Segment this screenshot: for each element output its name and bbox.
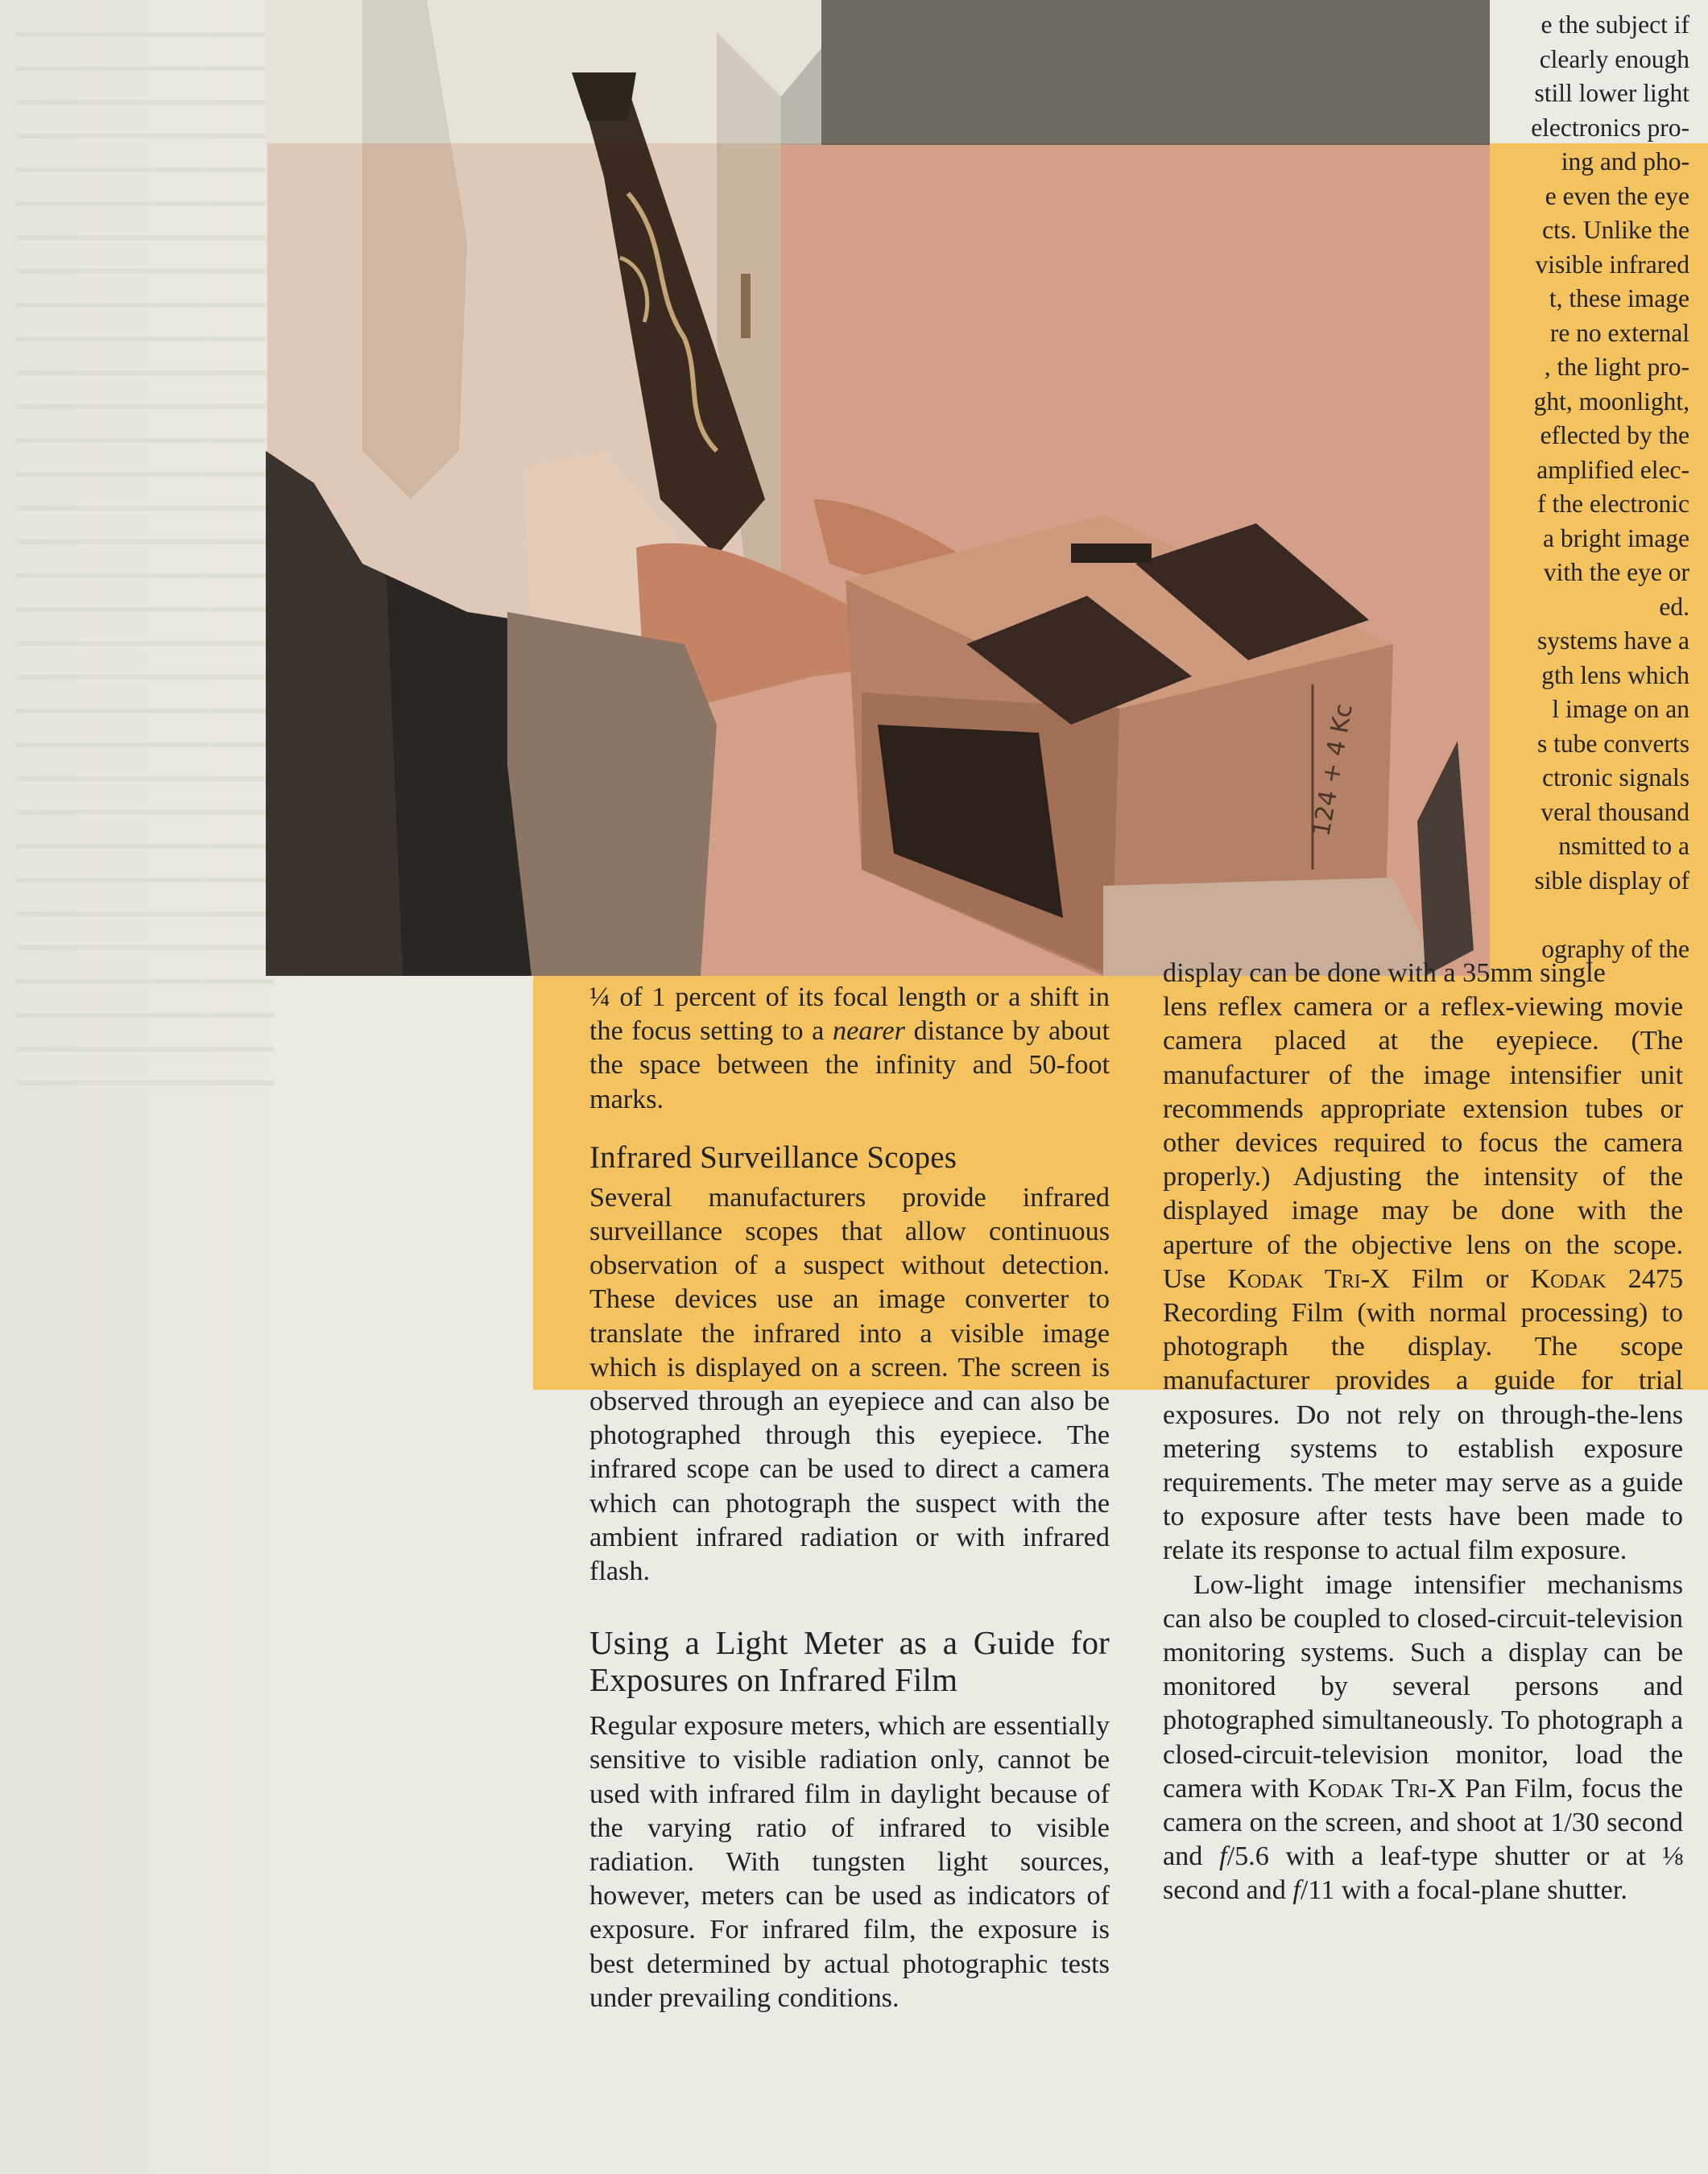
photo-illustration (266, 0, 1490, 976)
fragment-line: ed. (1659, 592, 1689, 621)
fragment-line: veral thousand (1541, 797, 1689, 826)
fragment-line: systems have a (1537, 626, 1689, 655)
fragment-line: ctronic signals (1542, 763, 1689, 791)
left-text-column (589, 981, 1110, 2015)
fragment-line: re no external (1549, 318, 1689, 347)
photograph-men-fingerprinting-box (266, 0, 1490, 976)
crate-inscription: 124 + 4 Kc (1307, 701, 1359, 839)
fragment-line: amplified elec- (1536, 455, 1689, 484)
paragraph-closed-circuit-tv: Low-light image intensifier mechanisms can also be coupled to closed-circuit-television monitoring systems. Such a display can be monitored by several persons and photographed simultaneously. To photograph a closed-circuit-television monitor, load the camera with Kodak Tri-X Pan Film, focus the camera on the screen, and shoot at 1/30 second and f/5.6 with a leaf-type shutter or at ⅛ second and f/11 with a focal-plane shutter. (1163, 1569, 1684, 1906)
fragment-line (1480, 898, 1689, 932)
fragment-line: gth lens which (1541, 660, 1689, 689)
ghost-text-lines (16, 32, 274, 1114)
paragraph-image-intensifier-photography: lens reflex camera or a reflex-viewing movie camera placed at the eyepiece. (The manufacturer of the image intensifier unit recommends appropriate extension tubes or other devices required to focus the camera properly.) Adjusting the intensity of the displayed image may be done with the aperture of the objective lens on the scope. Use Kodak Tri-X Film or Kodak 2475 Recording Film (with normal processing) to photograph the display. The scope manufacturer provides a guide for trial exposures. Do not rely on through-the-lens metering systems to establish exposure requirements. The meter may serve as a guide to exposure after tests have been made to relate its response to actual film exposure. (1163, 992, 1684, 1566)
heading-infrared-surveillance: Infrared Surveillance Scopes (589, 1139, 957, 1175)
fragment-line: nsmitted to a (1558, 832, 1689, 860)
fragment-line: l image on an (1552, 695, 1689, 723)
ghost-page-background (0, 0, 306, 2174)
fragment-line: sible display of (1534, 866, 1689, 895)
fragment-line: ography of the (1541, 934, 1689, 963)
heading-light-meter: Using a Light Meter as a Guide for Exposures on Infrared Film (589, 1624, 1110, 1699)
fragment-line: , the light pro- (1544, 353, 1689, 381)
fragment-line: e even the eye (1545, 181, 1689, 210)
fragment-line: clearly enough (1539, 44, 1689, 73)
fragment-line: vith the eye or (1543, 558, 1689, 586)
fragment-line: t, these image (1549, 284, 1689, 312)
right-column-fragment (1480, 8, 1689, 966)
fragment-line: still lower light (1534, 79, 1689, 107)
fragment-line: cts. Unlike the (1542, 216, 1689, 244)
fragment-line: visible infrared (1535, 250, 1689, 279)
fragment-line: ght, moonlight, (1533, 386, 1689, 415)
fragment-line: electronics pro- (1531, 113, 1689, 142)
partial-line-display: display can be done with a 35mm single (1163, 958, 1606, 988)
fragment-line: e the subject if (1541, 10, 1689, 39)
right-text-column (1163, 958, 1684, 1908)
paragraph-focus-shift: ¼ of 1 percent of its focal length or a shift in the focus setting to a nearer distance by about the space between the infinity and 50-foot marks. (589, 982, 1110, 1114)
fragment-line: f the electronic (1537, 490, 1689, 518)
fragment-line: a bright image (1543, 523, 1689, 552)
fragment-line: s tube converts (1537, 729, 1689, 758)
fragment-line: ing and pho- (1561, 147, 1689, 176)
paragraph-light-meter: Regular exposure meters, which are essentially sensitive to visible radiation only, cannot be used with infrared film in daylight because of the varying ratio of infrared to visible radiation. With tungsten light sources, however, meters can be used as indicators of exposure. For infrared film, the exposure is best determined by actual photographic tests under prevailing conditions. (589, 1711, 1110, 2013)
paragraph-surveillance-scopes: Several manufacturers provide infrared surveillance scopes that allow continuous observation of a suspect without detection. These devices use an image converter to translate the infrared into a visible image which is displayed on a screen. The screen is observed through an eyepiece and can also be photographed through this eyepiece. The infrared scope can be used to direct a camera which can photograph the suspect with the ambient infrared radiation or with infrared flash. (589, 1182, 1110, 1587)
fragment-line: eflected by the (1540, 421, 1689, 449)
